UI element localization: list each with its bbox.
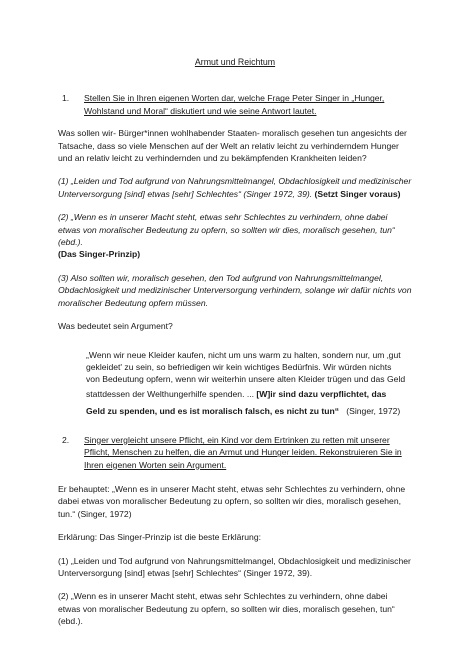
intro-paragraph: Was sollen wir- Bürger*innen wohlhabender Staaten- moralisch gesehen tun angesichts der Tatsache, dass so viele Menschen auf der Welt an relativ leicht zu verhinderndem Hunger und an relativ leicht zu verhindernden und zu bekämpfenden Krankheiten leiden? bbox=[58, 128, 407, 164]
singer-quote bbox=[86, 349, 406, 420]
argument-question: Was bedeutet sein Argument? bbox=[58, 321, 173, 332]
explanation-heading: Erklärung: Das Singer-Prinzip ist die beste Erklärung: bbox=[58, 532, 261, 543]
singer-quote-bold: [W]ir sind dazu verpflichtet, das Geld zu spenden, und es ist moralisch falsch, es nicht zu tun“ bbox=[86, 388, 387, 416]
premise-1-text: (1) „Leiden und Tod aufgrund von Nahrungsmittelmangel, Obdachlosigkeit und medizinischer Unterversorgung [sind] etwas [sehr] Schlechtes“ (Singer 1972, 39). bbox=[58, 176, 412, 199]
explanation-premise-1: (1) „Leiden und Tod aufgrund von Nahrungsmittelmangel, Obdachlosigkeit und medizinischer Unterversorgung [sind] etwas [sehr] Schlechtes“ (Singer 1972, 39). bbox=[58, 555, 411, 578]
document-title: Armut und Reichtum bbox=[194, 57, 276, 67]
premise-2 bbox=[58, 211, 412, 261]
question-number: 1. bbox=[62, 93, 70, 104]
explanation-premise-2: (2) „Wenn es in unserer Macht steht, etwas sehr Schlechtes zu verhindern, ohne dabei etwas von moralischer Bedeutung zu opfern, so sollten wir dies, moralisch gesehen, tun“ (ebd.). bbox=[58, 591, 395, 627]
premise-2-note: (Das Singer-Prinzip) bbox=[58, 249, 141, 260]
question-1 bbox=[58, 92, 412, 117]
conclusion-3: (3) Also sollten wir, moralisch gesehen, den Tod aufgrund von Nahrungsmittelmangel, Obdachlosigkeit und medizinischer Unterversorgung verhindern, solange wir dafür nichts von moralischer Bedeutung opfern müssen. bbox=[58, 272, 412, 308]
question-text: Stellen Sie in Ihren eigenen Worten dar, welche Frage Peter Singer in „Hunger, Wohlstand und Moral“ diskutiert und wie seine Antwort lautet. bbox=[84, 93, 385, 116]
premise-1-note: (Setzt Singer voraus) bbox=[314, 188, 401, 199]
premise-1 bbox=[58, 175, 412, 200]
singer-quote-text: „Wenn wir neue Kleider kaufen, nicht um uns warm zu halten, sondern nur, um ‚gut gekleidet' zu sein, so befriedigen wir kein wichtiges Bedürfnis. Wir würden nichts von Bedeutung opfern, wenn wir weiterhin unsere alten Kleider trügen und das Geld stattdessen der Welthungerhilfe spenden. ... bbox=[86, 349, 406, 399]
premise-2-text: (2) „Wenn es in unserer Macht steht, etwas sehr Schlechtes zu verhindern, ohne dabei etwas von moralischer Bedeutung zu opfern, so sollten wir dies, moralisch gesehen, tun“ (ebd.). bbox=[58, 212, 395, 248]
question-text: Singer vergleicht unsere Pflicht, ein Kind vor dem Ertrinken zu retten mit unserer Pflicht, Menschen zu helfen, die an Armut und Hunger leiden. Rekonstruieren Sie in Ihren eigenen Worten sein Argument. bbox=[84, 434, 402, 470]
singer-quote-source: (Singer, 1972) bbox=[346, 405, 401, 416]
question-2 bbox=[58, 434, 412, 471]
claim-paragraph: Er behauptet: „Wenn es in unserer Macht steht, etwas sehr Schlechtes zu verhindern, ohne dabei etwas von moralischer Bedeutung zu opfern, so sollten wir dies, moralisch gesehen, tun.“ (Singer, 1972) bbox=[58, 483, 406, 519]
question-number: 2. bbox=[62, 434, 70, 445]
